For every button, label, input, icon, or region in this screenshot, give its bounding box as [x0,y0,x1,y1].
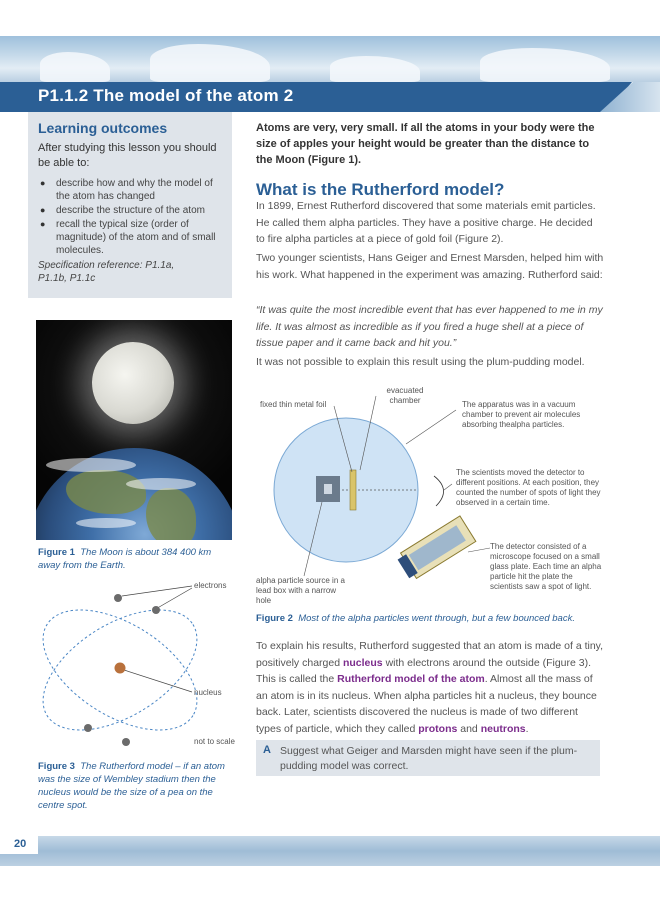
not-to-scale-label: not to scale [194,737,235,746]
keyword-nucleus: nucleus [342,656,383,669]
question-box [256,740,600,776]
moon-earth-photo [36,320,232,540]
gold-foil [350,470,356,510]
footer-banner-image [0,836,660,866]
detector-movement-arrow [434,476,444,506]
alpha-source-label: alpha particle source in a lead box with a narrow hole [256,576,345,605]
electron-dot [84,724,92,732]
vacuum-note-label: The apparatus was in a vacuum chamber to prevent air molecules absorbing thealpha particles. [462,400,581,429]
para4-text: and [457,722,481,735]
electron-dot [122,738,130,746]
figure3-caption [38,760,236,812]
page-number: 20 [14,838,27,850]
learning-outcomes-box [28,112,232,298]
specification-reference [38,259,222,285]
electron-dot [114,594,122,602]
rutherford-atom-diagram [30,578,242,754]
figure3-label: Figure 3 [38,761,75,772]
para4-text: . Almost all the mass of an atom is in its nucleus. When alpha particles hit a nucleus, they bounce back. Later, scientists discovered the nucleus is made of two different types of particle, which they called [256,673,597,735]
learning-outcomes-intro: After studying this lesson you should be able to: [38,142,217,169]
para4-text: . [525,722,529,735]
rutherford-quote: “It was quite the most incredible event that has ever happened to me in my life. It was almost as incredible as if you fired a huge shell at a piece of tissue paper and it came back and hit you.” [256,304,603,349]
figure1-caption [38,546,234,572]
paragraph-4 [256,638,604,737]
figure2-caption [256,612,606,625]
metal-foil-label: fixed thin metal foil [260,400,327,409]
learning-outcome-item: ● describe the structure of the atom [38,204,222,217]
detector-description-label: The detector consisted of a microscope focused on a small glass plate. Each time an alpha particle hit the plate the scientists saw a spot of light. [490,542,602,591]
detector-moved-label: The scientists moved the detector to different positions. At each position, they counted the number of spots of light they observed in a certain time. [456,468,601,507]
electron-dot [152,606,160,614]
keyword-neutrons: neutrons [480,722,526,735]
keyword-rutherford-model: Rutherford model of the atom [337,673,485,685]
learning-outcome-item: ● describe how and why the model of the atom has changed [38,177,222,203]
electrons-label: electrons [194,581,227,590]
intro-paragraph: Atoms are very, very small. If all the atoms in your body were the size of apples your height would be greater than the distance to the Moon (Figure 1). [256,122,595,166]
nucleus-dot [115,663,126,674]
question-text: Suggest what Geiger and Marsden might have seen if the plum-pudding model was correct. [280,745,578,772]
keyword-protons: protons [418,722,458,735]
evacuated-chamber-label: evacuated chamber [386,386,424,405]
para4-text: To explain his results, Rutherford suggested that an atom is made of a tiny, positively charged [256,640,604,669]
para4-text: with electrons around the outside (Figure 3). This is called the [256,656,592,685]
header-banner-image [0,36,660,82]
paragraph-1: In 1899, Ernest Rutherford discovered that some materials emit particles. He called them alpha particles. They have a positive charge. He decided to fire alpha particles at a piece of gold foil (Figure 2). [256,200,596,245]
learning-outcomes-title: Learning outcomes [38,120,168,136]
figure3-caption-text: The Rutherford model – if an atom was the size of Wembley stadium then the nucleus would be the size of a pea on the centre spot. [38,761,225,811]
figure1-caption-text: The Moon is about 384 400 km away from the Earth. [38,547,212,571]
page-title: P1.1.2 The model of the atom 2 [38,86,294,105]
nucleus-label: nucleus [194,688,222,697]
source-hole [324,484,332,494]
moon-image [92,342,174,424]
question-letter: A [263,744,271,756]
spec-line-2: P1.1b, P1.1c [38,273,96,284]
spec-line-1: Specification reference: P1.1a, [38,260,175,271]
paragraph-2: Two younger scientists, Hans Geiger and Ernest Marsden, helped him with his work. What happened in the experiment was amazing. Rutherford said: [256,252,604,281]
paragraph-3: It was not possible to explain this result using the plum-pudding model. [256,356,585,368]
figure2-label: Figure 2 [256,613,293,624]
figure2-caption-text: Most of the alpha particles went through, but a few bounced back. [298,613,575,624]
earth-image [36,448,232,540]
section-heading: What is the Rutherford model? [256,180,505,199]
figure1-label: Figure 1 [38,547,75,558]
learning-outcomes-list [38,177,222,257]
learning-outcome-item: ● recall the typical size (order of magnitude) of the atom and of small molecules. [38,218,222,257]
